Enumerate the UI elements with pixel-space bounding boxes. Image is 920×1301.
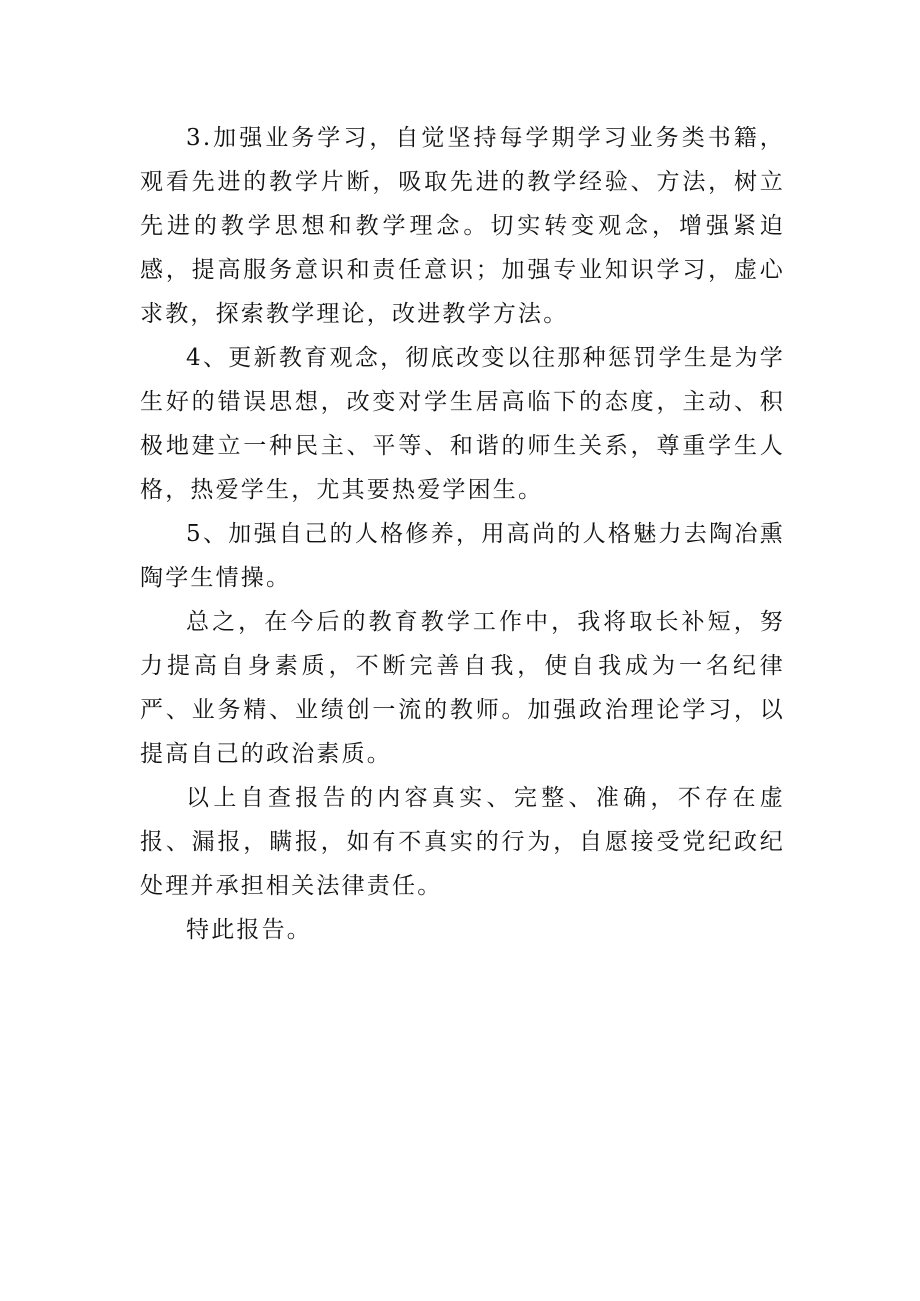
paragraph-item-5: 5、加强自己的人格修养，用高尚的人格魅力去陶冶熏陶学生情操。 [140, 521, 785, 591]
paragraph-summary: 总之，在今后的教育教学工作中，我将取长补短，努力提高自身素质，不断完善自我，使自我成为一名纪律严、业务精、业绩创一流的教师。加强政治理论学习，以提高自己的政治素质。 [140, 609, 785, 767]
paragraph-item-4: 4、更新教育观念，彻底改变以往那种惩罚学生是为学生好的错误思想，改变对学生居高临下的态度，主动、积极地建立一种民主、平等、和谐的师生关系，尊重学生人格，热爱学生，尤其要热爱学困生。 [140, 345, 785, 503]
paragraph-item-3: 3.加强业务学习，自觉坚持每学期学习业务类书籍，观看先进的教学片断，吸取先进的教学经验、方法，树立先进的教学思想和教学理念。切实转变观念，增强紧迫感，提高服务意识和责任意识；加强专业知识学习，虚心求教，探索教学理论，改进教学方法。 [140, 125, 785, 327]
paragraph-closing: 特此报告。 [186, 917, 312, 943]
paragraph-declaration: 以上自查报告的内容真实、完整、准确，不存在虚报、漏报，瞒报，如有不真实的行为，自愿接受党纪政纪处理并承担相关法律责任。 [140, 785, 785, 899]
document-body [140, 116, 785, 952]
